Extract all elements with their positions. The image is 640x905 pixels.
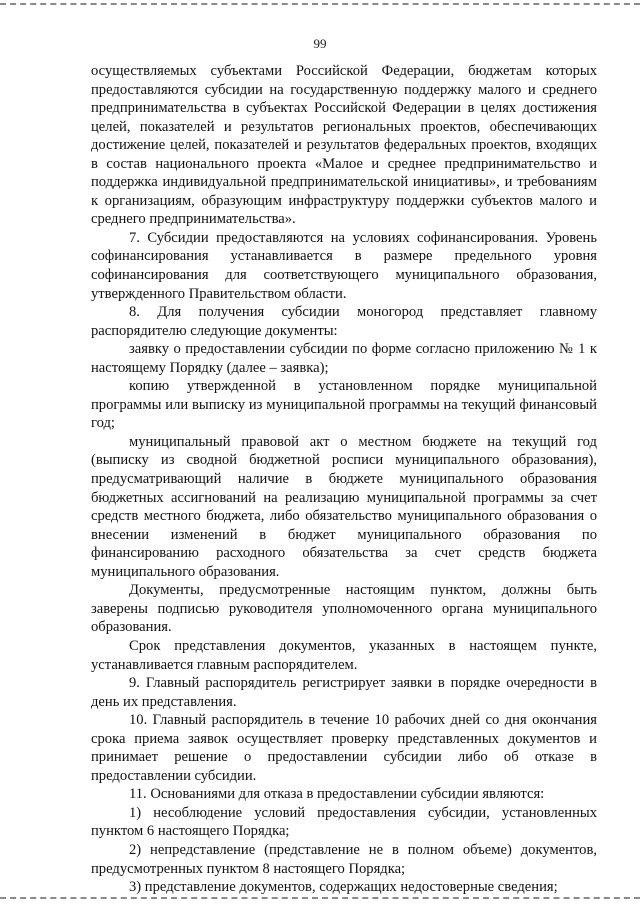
paragraph-item-7: 7. Субсидии предоставляются на условиях софинансирования. Уровень софинансирования устанавливается в размере предельного уровня софинансирования для соответствующего муниципального образования, утвержденного Правительством области.	[91, 229, 597, 302]
bottom-scan-border	[0, 897, 640, 899]
paragraph-item-8: 8. Для получения субсидии моногород представляет главному распорядителю следующие документы:	[91, 304, 597, 339]
paragraph-application: заявку о предоставлении субсидии по форме согласно приложению № 1 к настоящему Порядку (далее – заявка);	[91, 341, 597, 376]
top-scan-border	[0, 3, 640, 5]
paragraph-legal-act: муниципальный правовой акт о местном бюджете на текущий год (выписку из сводной бюджетной росписи муниципального образования), предусматривающий наличие в бюджете муниципального образования бюджетных ассигнований на реализацию муниципальной программы за счет средств местного бюджета, либо обязательство муниципального образования о внесении изменений в бюджет муниципального образования по финансированию расходного обязательства за счет средств бюджета муниципального образования.	[91, 433, 597, 580]
paragraph-item-10: 10. Главный распорядитель в течение 10 рабочих дней со дня окончания срока приема заявок осуществляет проверку представленных документов и принимает решение о предоставлении субсидии либо об отказе в предоставлении субсидии.	[91, 712, 597, 784]
paragraph-ground-1: 1) несоблюдение условий предоставления субсидии, установленных пунктом 6 настоящего Порядка;	[91, 804, 597, 840]
paragraph-ground-3: 3) представление документов, содержащих недостоверные сведения;	[129, 879, 558, 896]
paragraph-certification: Документы, предусмотренные настоящим пунктом, должны быть заверены подписью руководителя уполномоченного органа муниципального образования.	[91, 582, 597, 636]
paragraph-deadline: Срок представления документов, указанных в настоящем пункте, устанавливается главным распорядителем.	[91, 637, 597, 673]
paragraph-item-11: 11. Основаниями для отказа в предоставлении субсидии являются:	[129, 786, 545, 803]
document-body	[91, 62, 597, 897]
paragraph-item-9: 9. Главный распорядитель регистрирует заявки в порядке очередности в день их представления.	[91, 675, 597, 710]
paragraph-continuation: осуществляемых субъектами Российской Федерации, бюджетам которых предоставляются субсидии на государственную поддержку малого и среднего предпринимательства в субъектах Российской Федерации в целях достижения целей, показателей и результатов региональных проектов, обеспечивающих достижение целей, показателей и результатов федеральных проектов, входящих в состав национального проекта «Малое и среднее предпринимательство и поддержка индивидуальной предпринимательской инициативы», и требованиям к организациям, образующим инфраструктуру поддержки субъектов малого и среднего предпринимательства».	[91, 63, 597, 228]
paragraph-program-copy: копию утвержденной в установленном порядке муниципальной программы или выписку из муниципальной программы на текущий финансовый год;	[91, 378, 597, 432]
page-number: 99	[313, 36, 327, 51]
paragraph-ground-2: 2) непредставление (представление не в полном объеме) документов, предусмотренных пунктом 8 настоящего Порядка;	[91, 841, 597, 877]
